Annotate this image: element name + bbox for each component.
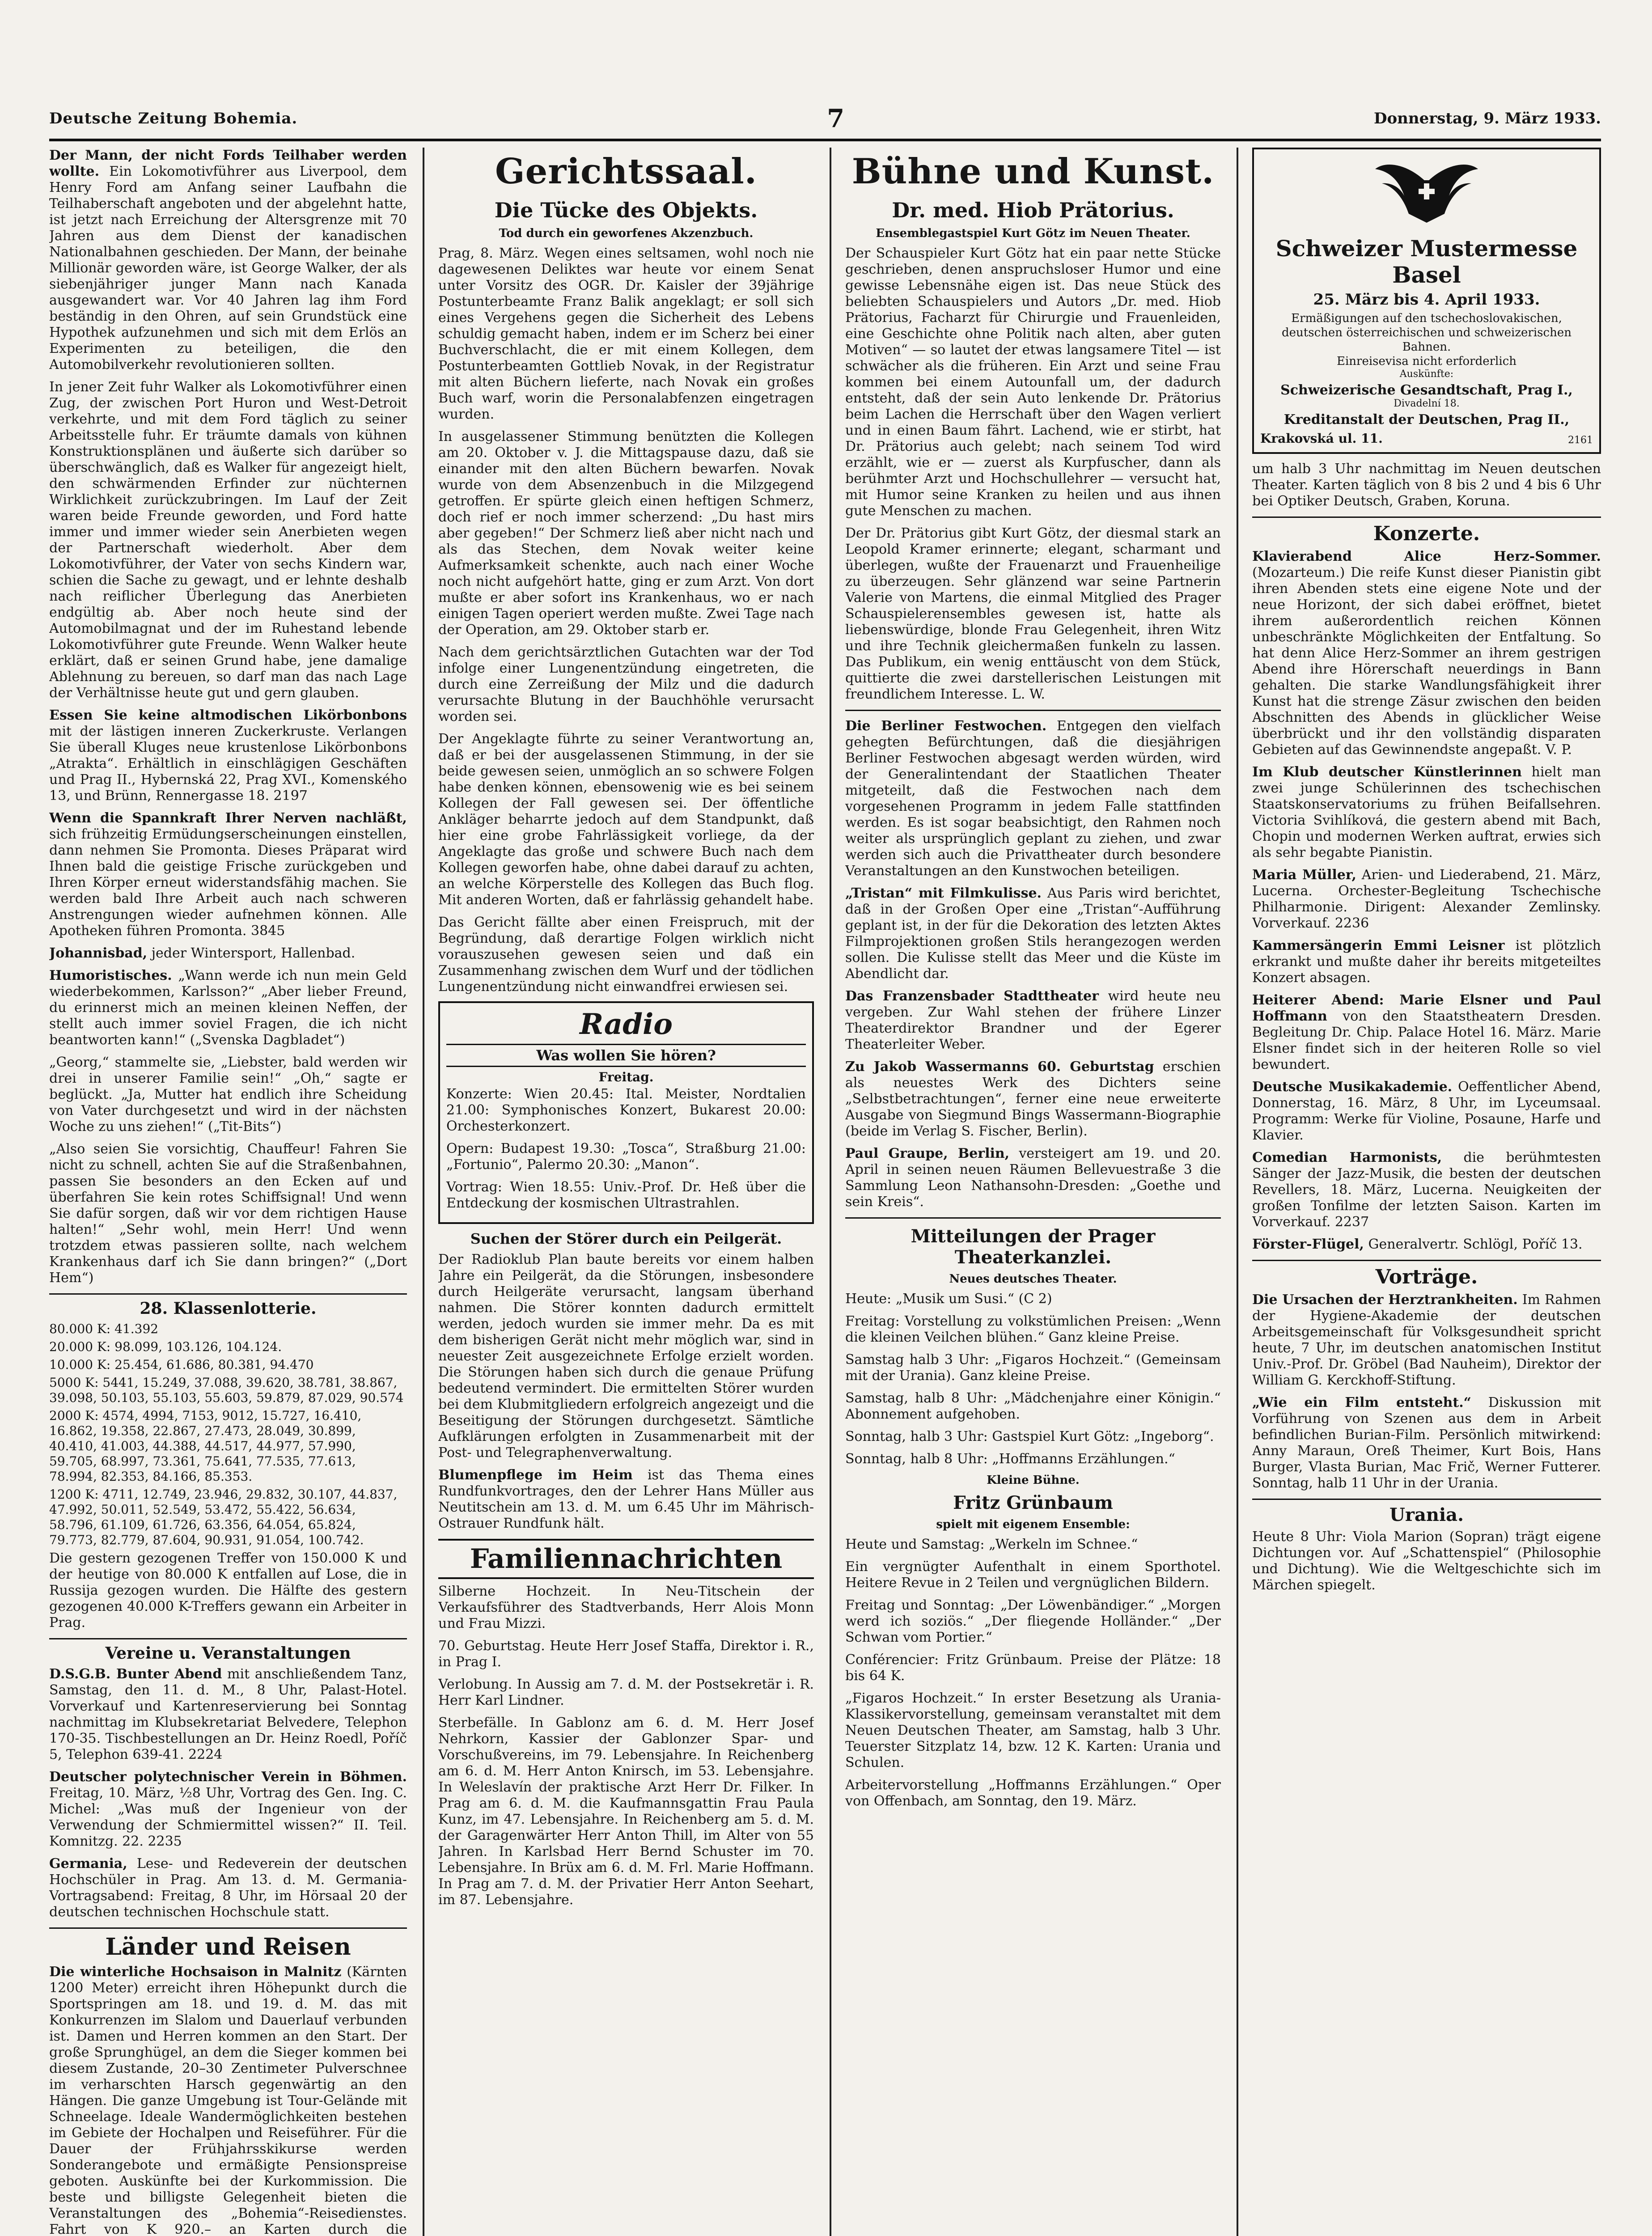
article-title: Die Tücke des Objekts. bbox=[494, 198, 758, 222]
performer-subtitle: spielt mit eigenem Ensemble: bbox=[936, 1518, 1130, 1531]
lottery-title: 28. Klassenlotterie. bbox=[49, 1293, 407, 1318]
radio-item: Konzerte: Wien 20.45: Ital. Meister, Nordtalien 21.00: Symphonisches Konzert, Bukarest 20.00: Orchesterkonzert. bbox=[446, 1086, 806, 1134]
article-paragraph: Blumenpflege im Heim ist das Thema eines Rundfunkvortrages, den der Lehrer Hans Müller aus Neutitschein am 13. d. M. um 6.45 Uhr im Mährisch-Ostrauer Rundfunk hält. bbox=[438, 1467, 814, 1531]
article-paragraph: Der Angeklagte führte zu seiner Verantwortung an, daß er bei der ausgelassenen Stimmung, in der sie beide gewesen seien, unmöglich an so schwere Folgen habe denken können, ebensowenig wie es bei seinem Kollegen der Fall gewesen sei. Der öffentliche Ankläger beharrte jedoch auf dem Standpunkt, daß hier eine grobe Fahrlässigkeit vorliege, da der Angeklagte das große und schwere Buch nach dem Kollegen geworfen habe, ohne dabei darauf zu achten, an welche Körperstelle des Kollegen das Buch flog. Mit anderen Worten, daß er fahrlässig gehandelt habe. bbox=[438, 731, 814, 908]
radio-item: Opern: Budapest 19.30: „Tosca“, Straßburg 21.00: „Fortunio“, Palermo 20.30: „Manon“. bbox=[446, 1141, 806, 1173]
ad-bank-row bbox=[1260, 431, 1593, 446]
program-item: Heute und Samstag: „Werkeln im Schnee.“ bbox=[845, 1537, 1138, 1552]
performer-name: Fritz Grünbaum bbox=[953, 1492, 1113, 1513]
program-item: Sonntag, halb 8 Uhr: „Hoffmanns Erzählungen.“ bbox=[845, 1451, 1175, 1467]
article-subtitle: Ensemblegastspiel Kurt Götz im Neuen Theater. bbox=[876, 227, 1190, 240]
section-gerichtssaal-title: Gerichtssaal. bbox=[495, 151, 757, 192]
column-4 bbox=[1252, 148, 1601, 2236]
program-item: Samstag, halb 8 Uhr: „Mädchenjahre einer Königin.“ Abonnement aufgehoben. bbox=[845, 1390, 1221, 1422]
program-item: Samstag halb 3 Uhr: „Figaros Hochzeit.“ (Gemeinsam mit der Urania). Ganz kleine Preise. bbox=[845, 1352, 1221, 1384]
lecture-item: „Wie ein Film entsteht.“ Diskussion mit Vorführung von Szenen aus dem in Arbeit befindlichen Burian-Film. Persönlich mitwirkend: Anny Maraun, Oreß Theimer, Kurt Bois, Hans Burger, Vlasta Burian, Mac Frič, Werner Futterer. Sonntag, halb 11 Uhr in der Urania. bbox=[1252, 1395, 1601, 1491]
advertisement-mustermesse bbox=[1252, 148, 1601, 454]
concert-item: Heiterer Abend: Marie Elsner und Paul Hoffmann von den Staatstheatern Dresden. Begleitung Dr. Chip. Palace Hotel 16. März. Marie Elsner findet sich in der heiteren Rolle so viel bewundert. bbox=[1252, 992, 1601, 1072]
ad-bank-address: Krakovská ul. 11. bbox=[1260, 431, 1383, 446]
concert-item: Deutsche Musikakademie. Oeffentlicher Abend, Donnerstag, 16. März, 8 Uhr, im Lyceumsaal. Programm: Werke für Violine, Posaune, Harfe und Klavier. bbox=[1252, 1079, 1601, 1143]
column-rule bbox=[830, 148, 831, 2236]
section-buehne-title: Bühne und Kunst. bbox=[851, 151, 1215, 192]
ad-visa: Einreisevisa nicht erforderlich bbox=[1336, 355, 1516, 368]
theater-name: Kleine Bühne. bbox=[987, 1474, 1080, 1487]
lottery-row: 5000 K: 5441, 15.249, 37.088, 39.620, 38.781, 38.867, 39.098, 50.103, 55.103, 55.603, 59.879, 87.029, 90.574 bbox=[49, 1375, 404, 1405]
lecture-item: Heute 8 Uhr: Viola Marion (Sopran) trägt eigene Dichtungen vor. Auf „Schattenspiel“ (Philosophie und Dichtung). Wie die Weltgeschichte sich im Märchen spiegelt. bbox=[1252, 1529, 1601, 1593]
notice-likoerbonbons: Essen Sie keine altmodischen Likörbonbons mit der lästigen inneren Zuckerkruste. Verlangen Sie überall Kluges neue krustenlose Likörbonbons „Atrakta“. Erhältlich in einschlägigen Geschäften und Prag II., Hybernská 22, Prag XVI., Komenského 13, und Brünn, Rennergasse 18. 2197 bbox=[49, 707, 407, 804]
concert-item: Maria Müller, Arien- und Liederabend, 21. März, Lucerna. Orchester-Begleitung Tschechische Philharmonie. Dirigent: Alexander Zemlinsky. Vorverkauf. 2236 bbox=[1252, 867, 1601, 931]
ad-code: 2161 bbox=[1568, 435, 1593, 446]
article-title: Suchen der Störer durch ein Peilgerät. bbox=[470, 1230, 782, 1247]
family-item: Verlobung. In Aussig am 7. d. M. der Postsekretär i. R. Herr Karl Lindner. bbox=[438, 1677, 814, 1708]
theater-name: Neues deutsches Theater. bbox=[949, 1272, 1117, 1286]
divider bbox=[845, 1217, 1221, 1219]
program-item: Freitag: Vorstellung zu volkstümlichen Preisen: „Wenn die kleinen Veilchen blühen.“ Ganz kleine Preise. bbox=[845, 1313, 1221, 1345]
article-paragraph: Die Berliner Festwochen. Entgegen den vielfach gehegten Befürchtungen, daß die diesjährigen Berliner Festwochen abgesagt werden würden, wird der Generalintendant der Staatlichen Theater mitgeteilt, daß die Festwochen nach dem vorgesehenen Programm in jedem Falle stattfinden werden. Es ist sogar beabsichtigt, den Rahmen noch weiter als ursprünglich geplant zu ziehen, und zwar werden sich auch die Privattheater durch besondere Veranstaltungen an den Kunstwochen beteiligen. bbox=[845, 718, 1221, 879]
program-item: Freitag und Sonntag: „Der Löwenbändiger.“ „Morgen werd ich soziös.“ „Der fliegende Holländer.“ „Der Schwan vom Portier.“ bbox=[845, 1597, 1221, 1645]
vereine-item: Deutscher polytechnischer Verein in Böhmen. Freitag, 10. März, ½8 Uhr, Vortrag des Gen. Ing. C. Michel: „Was muß der Ingenieur von der Verwendung der Schmiermittel wissen?“ II. Teil. Komnitzg. 22. 2235 bbox=[49, 1769, 407, 1849]
concert-item: Förster-Flügel, Generalvertr. Schlögl, Poříč 13. bbox=[1252, 1237, 1583, 1252]
notice-johannisbad: Johannisbad, jeder Wintersport, Hallenbad. bbox=[49, 945, 356, 961]
program-item: Arbeitervorstellung „Hoffmanns Erzählungen.“ Oper von Offenbach, am Sonntag, den 19. März. bbox=[845, 1777, 1221, 1809]
family-item: Sterbefälle. In Gablonz am 6. d. M. Herr Josef Nehrkorn, Kassier der Gablonzer Spar- und Vorschußvereins, im 79. Lebensjahre. In Reichenberg am 6. d. M. Herr Anton Knirsch, im 53. Lebensjahre. In Weleslavín der praktische Arzt Herr Dr. Filker. In Prag am 6. d. M. die Kaufmannsgattin Frau Paula Kunz, im 47. Lebensjahre. In Reichenberg am 5. d. M. der Garagenwärter Herr Anton Thill, im Alter von 55 Jahren. In Karlsbad Herr Bernd Schuster im 70. Lebensjahre. In Brüx am 6. d. M. Frl. Marie Hoffmann. In Prag am 7. d. M. der Privatier Herr Anton Seehart, im 87. Lebensjahre. bbox=[438, 1715, 814, 1908]
family-item: 70. Geburtstag. Heute Herr Josef Staffa, Direktor i. R., in Prag I. bbox=[438, 1638, 814, 1670]
radio-question: Was wollen Sie hören? bbox=[446, 1044, 806, 1067]
section-konzerte-title: Konzerte. bbox=[1252, 517, 1601, 545]
article-paragraph: um halb 3 Uhr nachmittag im Neuen deutschen Theater. Karten täglich von 8 bis 2 und 4 bis 6 Uhr bei Optiker Deutsch, Graben, Koruna. bbox=[1252, 461, 1601, 509]
ad-info: Ermäßigungen auf den tschechoslovakischen, deutschen österreichischen und schweizerischen Bahnen. bbox=[1282, 312, 1572, 354]
concert-item: Comedian Harmonists, die berühmtesten Sänger der Jazz-Musik, die besten der deutschen Revellers, 18. März, Lucerna. Neuigkeiten der großen Tonfilme der letzten Saison. Karten im Vorverkauf. 2237 bbox=[1252, 1150, 1601, 1230]
article-subtitle: Tod durch ein geworfenes Akzenzbuch. bbox=[499, 227, 754, 240]
lottery-note: Die gestern gezogenen Treffer von 150.000 K und der heutige von 80.000 K entfallen auf Lose, die in Russija gezogen wurden. Die Hälfte des gestern gezogenen 40.000 K-Treffers gewann ein Arbeiter in Prag. bbox=[49, 1550, 407, 1630]
program-item: Sonntag, halb 3 Uhr: Gastspiel Kurt Götz: „Ingeborg“. bbox=[845, 1429, 1214, 1444]
article-paragraph: Der Dr. Prätorius gibt Kurt Götz, der diesmal stark an Leopold Kramer erinnerte; elegant, scharmant und überlegen, wußte der Frauenarzt und Frauenheilige zu überzeugen. Sehr glänzend war seine Partnerin Valerie von Martens, die einmal Mitglied des Prager Schauspielerensembles gewesen ist, hatte als liebenswürdige, blonde Frau Gelegenheit, ihren Witz und ihre Technik gleichermaßen funkeln zu lassen. Das Publikum, ein wenig enttäuscht von dem Stück, quittierte die zwei darstellerischen Leistungen mit freundlichem Interesse. L. W. bbox=[845, 525, 1221, 702]
humor-1: Humoristisches. „Wann werde ich nun mein Geld wiederbekommen, Karlsson?“ „Aber lieber Freund, du erinnerst mich an meinen kleinen Neffen, der stellt auch immer soviel Fragen, die ich nicht beantworten kann!“ („Svenska Dagbladet“) bbox=[49, 968, 407, 1048]
ad-auskunft: Auskünfte: bbox=[1399, 368, 1454, 380]
newspaper-name: Deutsche Zeitung Bohemia. bbox=[49, 110, 298, 127]
lottery-row: 2000 K: 4574, 4994, 7153, 9012, 15.727, 16.410, 16.862, 19.358, 22.867, 27.473, 28.049, 30.899, 40.410, 41.003, 44.388, 44.517, 44.977, 57.990, 59.705, 68.997, 73.361, 75.641, 77.535, 77.613, 78.994, 82.353, 84.166, 85.353. bbox=[49, 1408, 362, 1484]
column-rule bbox=[1237, 148, 1238, 2236]
article-paragraph: Zu Jakob Wassermanns 60. Geburtstag erschien als neuestes Werk des Dichters seine „Selbstbetrachtungen“, ferner eine neue erweiterte Ausgabe von Siegmund Bings Wassermann-Biographie (beide im Verlag S. Fischer, Berlin). bbox=[845, 1059, 1221, 1139]
column-2 bbox=[438, 148, 814, 2236]
section-vortraege-title: Vorträge. bbox=[1252, 1260, 1601, 1288]
lottery-row: 10.000 K: 25.454, 61.686, 80.381, 94.470 bbox=[49, 1357, 314, 1372]
ad-gesandtschaft: Schweizerische Gesandtschaft, Prag I., bbox=[1280, 382, 1573, 398]
humor-3: „Also seien Sie vorsichtig, Chauffeur! Fahren Sie nicht zu schnell, achten Sie auf die Straßenbahnen, passen Sie besonders an den Ecken auf und überfahren Sie kein rotes Schiffsignal! Und wenn Sie dafür sorgen, daß wir vor dem richtigen Hause halten!“ „Sehr wohl, mein Herr! Und wenn trotzdem etwas passieren sollte, nach welchem Krankenhaus darf ich Sie dann bringen?“ („Dort Hem“) bbox=[49, 1141, 407, 1286]
ad-title: Schweizer Mustermesse Basel bbox=[1275, 235, 1578, 288]
lottery-list bbox=[49, 1321, 407, 1548]
lottery-row: 80.000 K: 41.392 bbox=[49, 1321, 159, 1336]
column-rule bbox=[423, 148, 424, 2236]
article-paragraph: Der Radioklub Plan baute bereits vor einem halben Jahre ein Peilgerät, da die Störungen, insbesondere durch Heilgeräte verursacht, langsam überhand nahmen. Die Störer konnten dadurch ermittelt werden, jedoch wurden sie immer mehr. Da es mit dem bisherigen Gerät nicht mehr möglich war, sind in neuester Zeit ausgezeichnete Erfolge erzielt worden. Die Störungen haben sich durch die genaue Prüfung bedeutend vermindert. Die ermittelten Störer wurden bei dem Klubmitgliedern erfolgreich angezeigt und die Beseitigung der Störungen durchgesetzt. Sämtliche Aufklärungen erfolgten in Zusammenarbeit mit der Post- und Telegraphenverwaltung. bbox=[438, 1252, 814, 1461]
notice-promonta: Wenn die Spannkraft Ihrer Nerven nachläßt, sich frühzeitig Ermüdungserscheinungen einstellen, dann nehmen Sie Promonta. Dieses Präparat wird Ihnen bald die geistige Frische zurückgeben und Ihren Körper erneut widerstandsfähig machen. Sie werden bald Ihre Arbeit auch nach schweren Anstrengungen wieder aufnehmen können. Alle Apotheken führen Promonta. 3845 bbox=[49, 810, 407, 939]
section-vereine-title: Vereine u. Veranstaltungen bbox=[49, 1638, 407, 1663]
concert-item: Kammersängerin Emmi Leisner ist plötzlich erkrankt und mußte daher ihr bereits mitgeteiltes Konzert absagen. bbox=[1252, 938, 1601, 986]
article-paragraph: Prag, 8. März. Wegen eines seltsamen, wohl noch nie dagewesenen Deliktes war heute vor einem Senat unter Vorsitz des OGR. Dr. Kaisler der 39jährige Postunterbeamte Franz Balik angeklagt; er soll sich eines Vergehens gegen die Sicherheit des Lebens schuldig gemacht haben, indem er im Scherz bei einer Buchverschlacht, die er mit einem Kollegen, dem Postunterbeamten Gottlieb Novak, in der Registratur mit alten Büchern lieferte, nach Novak ein großes Buch warf, worin die Personalabfenzen eingetragen wurden. bbox=[438, 246, 814, 422]
program-item: Conférencier: Fritz Grünbaum. Preise der Plätze: 18 bis 64 K. bbox=[845, 1652, 1221, 1684]
program-item: Ein vergnügter Aufenthalt in einem Sporthotel. Heitere Revue in 2 Teilen und vergnüglichen Bildern. bbox=[845, 1559, 1221, 1591]
ad-gesandtschaft-address: Divadelní 18. bbox=[1394, 398, 1460, 409]
concert-item: Im Klub deutscher Künstlerinnen hielt man zwei junge Schülerinnen des tschechischen Staatskonservatoriums zu frühen Beifallsehren. Victoria Svihlíková, die gestern abend mit Bach, Chopin und modernen Werken auftrat, erwies sich als sehr begabte Pianistin. bbox=[1252, 764, 1601, 860]
article-paragraph: Der Schauspieler Kurt Götz hat ein paar nette Stücke geschrieben, denen anspruchsloser Humor und eine gewisse Lebensnähe eigen ist. Das neue Stück des beliebten Schauspielers und Autors „Dr. med. Hiob Prätorius, Facharzt für Chirurgie und Frauenleiden, eine Geschichte ohne Politik nach alten, aber guten Motiven“ — so lautet der etwas langsamere Titel — ist schwächer als die früheren. Ein Arzt und seine Frau kommen bei einem Autounfall um, der dadurch entsteht, daß der sein Auto lenkende Dr. Prätorius beim Lachen die Herrschaft über den Wagen verliert und in einen Baum fährt. Lachend, wie er stirbt, hat Dr. Prätorius auch gelebt; nach seinem Tod wird erzählt, wie er — zuerst als Kurpfuscher, dann als berühmter Arzt und Hochschullehrer — versucht hat, mit Humor seine Kranken zu heilen und aus ihnen gute Menschen zu machen. bbox=[845, 246, 1221, 519]
article-paragraph: Nach dem gerichtsärztlichen Gutachten war der Tod infolge einer Lungenentzündung eingetreten, die durch eine Zerreißung der Milz und die dadurch verursachte Blutung in der Bauchhöhle verursacht worden sei. bbox=[438, 644, 814, 724]
article-ford: Der Mann, der nicht Fords Teilhaber werden wollte. Ein Lokomotivführer aus Liverpool, dem Henry Ford am Anfang seiner Laufbahn die Teilhaberschaft angeboten und der abgelehnt hatte, ist jetzt nach Erreichung der Altersgrenze mit 70 Jahren aus dem Dienst der kanadischen Nationalbahnen geschieden. Der Mann, der beinahe Millionär geworden wäre, ist George Walker, der als siebenjähriger junger Mann nach Kanada ausgewandert war. Vor 40 Jahren lag ihm Ford beständig in den Ohren, auf sein Grundstück eine Hypothek aufzunehmen und sich mit dem Erlös an Experimenten zu beteiligen, die den Automobilverkehr revolutionieren sollten. bbox=[49, 148, 407, 373]
laender-article: Die winterliche Hochsaison in Malnitz (Kärnten 1200 Meter) erreicht ihren Höhepunkt durch die Sportspringen am 18. und 19. d. M. das mit Konkurrenzen im Slalom und Dauerlauf verbunden ist. Damen und Herren kommen an den Start. Der große Sprunghügel, an dem die Sieger kommen bei diesem Zustande, 20–30 Zentimeter Pulverschnee im verharschten Harsch gegenwärtig an den Hängen. Die ganze Umgebung ist Tour-Gelände mit Schneelage. Ideale Wandermöglichkeiten bestehen im Gebiete der Hochalpen und Reiseführer. Für die Dauer der Frühjahrsskikurse werden Sonderangebote und ermäßigte Pensionspreise geboten. Auskünfte bei der Kurkommission. Die beste und billigste Gelegenheit bieten die Veranstaltungen des „Bohemia“-Reisedienstes. Fahrt von K 920.– an Karten durch die bbox=[49, 1964, 407, 2236]
lecture-item: Die Ursachen der Herztrankheiten. Im Rahmen der Hygiene-Akademie der deutschen Arbeitsgemeinschaft für Volksgesundheit spricht heute, 7 Uhr, im deutschen anatomischen Institut Univ.-Prof. Dr. Gröbel (Bad Nauheim), Direktor der William G. Kerckhoff-Stiftung. bbox=[1252, 1292, 1601, 1388]
program-item: Heute: „Musik um Susi.“ (C 2) bbox=[845, 1291, 1052, 1307]
article-title: Dr. med. Hiob Prätorius. bbox=[892, 198, 1174, 222]
section-kanzlei-title: Mitteilungen der Prager Theaterkanzlei. bbox=[911, 1226, 1156, 1268]
column-3 bbox=[845, 148, 1221, 2236]
article-ford-continued: In jener Zeit fuhr Walker als Lokomotivführer einen Zug, der zwischen Port Huron und West-Detroit verkehrte, und mit dem Ford täglich zu seiner Arbeitsstelle fuhr. Er träumte damals von kühnen Konstruktionsplänen und äußerte sich darüber so überschwänglich, daß es Walker für angezeigt hielt, den schwärmenden Erfinder zur nüchternen Wirklichkeit zurückzubringen. Im Lauf der Zeit waren beide Freunde geworden, und Ford hatte immer und immer wieder sein Anerbieten wegen der Partnerschaft wiederholt. Aber dem Lokomotivführer, der Vater von sechs Kindern war, schien die Sache zu gewagt, und er lehnte deshalb nach reiflicher Überlegung das Anerbieten endgültig ab. Aber noch heute sind der Automobilmagnat und der im Ruhestand lebende Lokomotivführer gute Freunde. Wenn Walker heute erklärt, daß er seinen Grund habe, jene damalige Ablehnung zu bereuen, so darf man das nach Lage der Verhältnisse heute gut und gern glauben. bbox=[49, 379, 407, 701]
page-header bbox=[49, 98, 1601, 141]
eagle-cross-logo bbox=[1373, 156, 1480, 227]
radio-section bbox=[438, 1001, 814, 1224]
humor-2: „Georg,“ stammelte sie, „Liebster, bald werden wir drei in unserer Familie sein!“ „Oh,“ sagte er beglückt. „Ja, Mutter hat endlich ihre Scheidung von Vater durchgesetzt und wird in der nächsten Woche zu uns ziehen!“ („Tit-Bits“) bbox=[49, 1054, 407, 1135]
section-laender-title: Länder und Reisen bbox=[49, 1927, 407, 1961]
section-family-title: Familiennachrichten bbox=[438, 1539, 814, 1579]
article-paragraph: In ausgelassener Stimmung benützten die Kollegen am 20. Oktober v. J. die Mittagspause dazu, daß sie einander mit den alten Büchern bewarfen. Novak wurde von dem Absenzenbuch in die Milzgegend getroffen. Er spürte gleich einen heftigen Schmerz, doch rief er noch immer scherzend: „Du hast mirs aber gegeben!“ Der Schmerz ließ aber nicht nach und als das Stechen, dem Novak weiter keine Aufmerksamkeit schenkte, auch nach einer Woche noch nicht aufgehört hatte, ging er zum Arzt. Von dort mußte er aber sofort ins Krankenhaus, wo er nach einigen Tagen operiert werden mußte. Zwei Tage nach der Operation, am 29. Oktober starb er. bbox=[438, 429, 814, 638]
ad-bank: Kreditanstalt der Deutschen, Prag II., bbox=[1283, 412, 1570, 428]
column-1 bbox=[49, 148, 407, 2236]
vereine-item: Germania, Lese- und Redeverein der deutschen Hochschüler in Prag. Am 13. d. M. Germania-Vortragsabend: Freitag, 8 Uhr, im Hörsaal 20 der deutschen technischen Hochschule statt. bbox=[49, 1856, 407, 1920]
radio-day: Freitag. bbox=[598, 1070, 654, 1084]
lottery-row: 20.000 K: 98.099, 103.126, 104.124. bbox=[49, 1339, 282, 1354]
article-paragraph: Das Franzensbader Stadttheater wird heute neu vergeben. Zur Wahl stehen der frühere Linzer Theaterdirektor Brandner und der Egerer Theaterleiter Weber. bbox=[845, 988, 1221, 1052]
family-item: Silberne Hochzeit. In Neu-Titschein der Verkaufsführer des Stadtverbands, Herr Alois Monn und Frau Mizzi. bbox=[438, 1584, 814, 1631]
divider bbox=[845, 710, 1221, 711]
radio-title: Radio bbox=[580, 1008, 673, 1041]
newspaper-page bbox=[49, 98, 1601, 2236]
ad-dates: 25. März bis 4. April 1933. bbox=[1313, 291, 1540, 309]
article-paragraph: Paul Graupe, Berlin, versteigert am 19. und 20. April in seinen neuen Räumen Bellevuestraße 3 die Sammlung Leon Nathansohn-Dresden: „Goethe und sein Kreis“. bbox=[845, 1146, 1221, 1210]
concert-item: Klavierabend Alice Herz-Sommer. (Mozarteum.) Die reife Kunst dieser Pianistin gibt ihren Abenden stets eine eigene Note und der neue Horizont, der sich dabei eröffnet, bietet ihrem außerordentlich reichen Können unbeschränkte Möglichkeiten der Entfaltung. So hat denn Alice Herz-Sommer an ihrem gestrigen Abend ihre Hörerschaft neuerdings in Bann gehalten. Die starke Wandlungsfähigkeit ihrer Kunst hat die strenge Zäsur zwischen den beiden Abschnitten des Abends in glücklicher Weise überbrückt und ihr den vollständig disparaten Gebieten auf das Gewinnendste angepaßt. V. P. bbox=[1252, 549, 1601, 758]
article-paragraph: „Tristan“ mit Filmkulisse. Aus Paris wird berichtet, daß in der Großen Oper eine „Tristan“-Aufführung geplant ist, in der für die Dekoration des letzten Aktes Filmprojektionen großen Stils herangezogen werden sollen. Die Kulisse stellt das Meer und die Küste im Abendlicht dar. bbox=[845, 885, 1221, 982]
program-item: „Figaros Hochzeit.“ In erster Besetzung als Urania-Klassikervorstellung, gemeinsam veranstaltet mit dem Neuen Deutschen Theater, am Samstag, halb 3 Uhr. Teuerster Sitzplatz 14, bzw. 12 K. Karten: Urania und Schulen. bbox=[845, 1690, 1221, 1770]
page-number: 7 bbox=[827, 104, 845, 133]
issue-date: Donnerstag, 9. März 1933. bbox=[1373, 110, 1601, 127]
section-urania-title: Urania. bbox=[1252, 1499, 1601, 1525]
article-paragraph: Das Gericht fällte aber einen Freispruch, mit der Begründung, daß derartige Folgen wirklich nicht vorauszusehen gewesen seien und daß ein Zusammenhang zwischen dem Wurf und der tödlichen Lungenentzündung nicht einwandfrei erwiesen sei. bbox=[438, 915, 814, 995]
radio-item: Vortrag: Wien 18.55: Univ.-Prof. Dr. Heß über die Entdeckung der kosmischen Ultrastrahlen. bbox=[446, 1179, 806, 1211]
vereine-item: D.S.G.B. Bunter Abend mit anschließendem Tanz, Samstag, den 11. d. M., 8 Uhr, Palast-Hotel. Vorverkauf und Kartenreservierung bei Sonntag nachmittag im Klubsekretariat Belvedere, Telephon 170-35. Tischbestellungen an Dr. Heinz Roedl, Poříč 5, Telephon 639-41. 2224 bbox=[49, 1666, 407, 1762]
lottery-row: 1200 K: 4711, 12.749, 23.946, 29.832, 30.107, 44.837, 47.992, 50.011, 52.549, 53.472, 55.422, 56.634, 58.796, 61.109, 61.726, 63.356, 64.054, 65.824, 79.773, 82.779, 87.604, 90.931, 91.054, 100.742. bbox=[49, 1487, 398, 1547]
